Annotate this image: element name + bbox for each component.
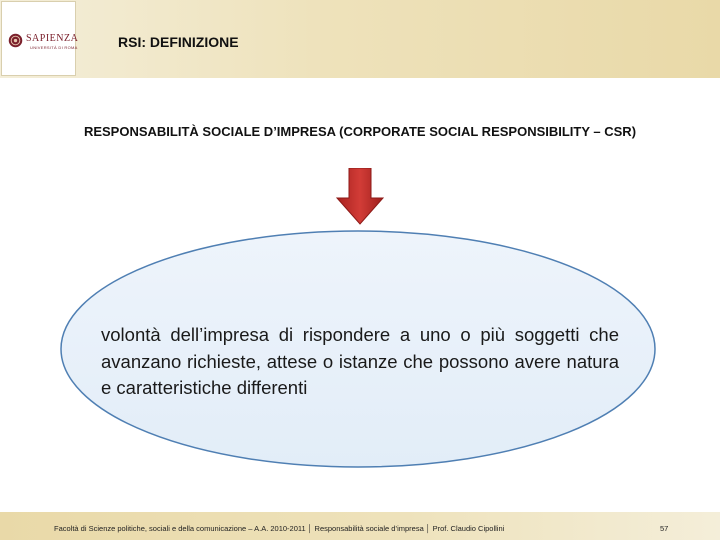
main-heading: RESPONSABILITÀ SOCIALE D’IMPRESA (CORPORATE SOCIAL RESPONSIBILITY – CSR) <box>83 124 637 139</box>
page-number: 57 <box>660 524 669 533</box>
logo-subtitle: UNIVERSITÀ DI ROMA <box>30 45 78 50</box>
down-arrow-icon <box>335 168 385 228</box>
slide-title: RSI: DEFINIZIONE <box>118 34 239 50</box>
university-logo <box>1 1 79 76</box>
logo-wordmark: SAPIENZA <box>26 33 79 44</box>
definition-text: volontà dell’impresa di rispondere a uno o più soggetti che avanzano richieste, attese o istanze che possono avere natura e caratteristiche differenti <box>101 324 619 398</box>
seal-icon <box>8 33 23 48</box>
header-bar <box>0 0 720 78</box>
footer-credits: Facoltà di Scienze politiche, sociali e della comunicazione – A.A. 2010-2011 │ Responsabilità sociale d’impresa │ Prof. Claudio Cipollini <box>54 524 505 533</box>
